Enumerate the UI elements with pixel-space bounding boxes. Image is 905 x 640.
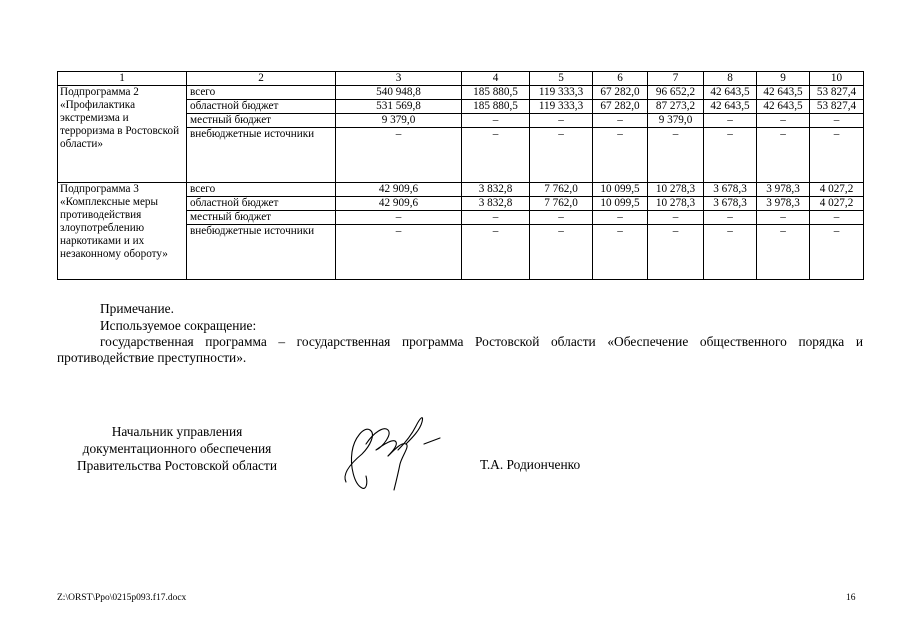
signatory-name: Т.А. Родионченко (480, 457, 581, 472)
position-line: Начальник управления (111, 424, 243, 439)
amount-cell: 540 948,8 (336, 86, 462, 100)
amount-cell: – (530, 211, 593, 225)
page-number: 16 (846, 593, 856, 603)
amount-cell: – (704, 128, 757, 183)
amount-cell: 9 379,0 (336, 114, 462, 128)
amount-cell: – (593, 114, 648, 128)
funding-source: местный бюджет (187, 211, 336, 225)
amount-cell: 10 099,5 (593, 197, 648, 211)
amount-cell: – (810, 128, 864, 183)
note-text: государственная программа – государственная программа Ростовской области «Обеспечение общественного порядка и противодействие преступности». (57, 334, 863, 365)
amount-cell: 42 643,5 (757, 86, 810, 100)
table-row (58, 183, 864, 197)
amount-cell: – (810, 211, 864, 225)
budget-table (57, 71, 864, 280)
amount-cell: – (336, 128, 462, 183)
amount-cell: 53 827,4 (810, 86, 864, 100)
column-header: 5 (530, 72, 593, 86)
amount-cell: 42 909,6 (336, 183, 462, 197)
amount-cell: 531 569,8 (336, 100, 462, 114)
amount-cell: – (462, 225, 530, 280)
amount-cell: 7 762,0 (530, 197, 593, 211)
funding-source: внебюджетные источники (187, 128, 336, 183)
file-path: Z:\ORST\Ppo\0215p093.f17.docx (57, 593, 187, 603)
funding-source: местный бюджет (187, 114, 336, 128)
amount-cell: 7 762,0 (530, 183, 593, 197)
amount-cell: – (336, 225, 462, 280)
amount-cell: – (648, 128, 704, 183)
subprogram-name: Подпрограмма 2 «Профилактика экстремизма и терроризма в Ростовской области» (58, 86, 187, 183)
note-abbreviation-label: Используемое сокращение: (100, 318, 257, 333)
amount-cell: – (530, 128, 593, 183)
signatory-position (57, 423, 297, 474)
amount-cell: 53 827,4 (810, 100, 864, 114)
amount-cell: – (704, 225, 757, 280)
amount-cell: 4 027,2 (810, 183, 864, 197)
column-header: 4 (462, 72, 530, 86)
funding-source: всего (187, 86, 336, 100)
amount-cell: – (757, 225, 810, 280)
amount-cell: – (462, 128, 530, 183)
amount-cell: – (704, 211, 757, 225)
amount-cell: – (810, 225, 864, 280)
position-line: Правительства Ростовской области (76, 458, 278, 473)
amount-cell: 42 643,5 (757, 100, 810, 114)
funding-source: внебюджетные источники (187, 225, 336, 280)
amount-cell: 10 099,5 (593, 183, 648, 197)
amount-cell: 3 978,3 (757, 197, 810, 211)
amount-cell: 3 678,3 (704, 197, 757, 211)
funding-source: областной бюджет (187, 100, 336, 114)
amount-cell: – (648, 211, 704, 225)
amount-cell: 3 978,3 (757, 183, 810, 197)
amount-cell: – (757, 128, 810, 183)
amount-cell: 42 643,5 (704, 100, 757, 114)
amount-cell: – (593, 225, 648, 280)
table-header-row (58, 72, 864, 86)
amount-cell: – (593, 211, 648, 225)
note-title: Примечание. (100, 301, 174, 316)
amount-cell: 185 880,5 (462, 86, 530, 100)
column-header: 1 (58, 72, 187, 86)
amount-cell: – (530, 225, 593, 280)
amount-cell: 119 333,3 (530, 86, 593, 100)
table-row (58, 86, 864, 100)
amount-cell: – (757, 211, 810, 225)
amount-cell: 3 678,3 (704, 183, 757, 197)
amount-cell: 42 909,6 (336, 197, 462, 211)
amount-cell: – (757, 114, 810, 128)
column-header: 8 (704, 72, 757, 86)
amount-cell: 9 379,0 (648, 114, 704, 128)
amount-cell: – (704, 114, 757, 128)
amount-cell: – (530, 114, 593, 128)
column-header: 10 (810, 72, 864, 86)
amount-cell: – (462, 211, 530, 225)
position-line: документационного обеспечения (82, 441, 272, 456)
amount-cell: – (593, 128, 648, 183)
amount-cell: 3 832,8 (462, 183, 530, 197)
funding-source: областной бюджет (187, 197, 336, 211)
amount-cell: 42 643,5 (704, 86, 757, 100)
amount-cell: 3 832,8 (462, 197, 530, 211)
column-header: 7 (648, 72, 704, 86)
amount-cell: – (648, 225, 704, 280)
column-header: 9 (757, 72, 810, 86)
amount-cell: – (462, 114, 530, 128)
amount-cell: 67 282,0 (593, 100, 648, 114)
amount-cell: 119 333,3 (530, 100, 593, 114)
handwritten-signature (340, 404, 450, 494)
amount-cell: 10 278,3 (648, 197, 704, 211)
amount-cell: – (810, 114, 864, 128)
amount-cell: 87 273,2 (648, 100, 704, 114)
amount-cell: 96 652,2 (648, 86, 704, 100)
amount-cell: 185 880,5 (462, 100, 530, 114)
subprogram-name: Подпрограмма 3 «Комплексные меры противодействия злоупотреблению наркотиками и их незаконному обороту» (58, 183, 187, 280)
amount-cell: 67 282,0 (593, 86, 648, 100)
column-header: 6 (593, 72, 648, 86)
column-header: 2 (187, 72, 336, 86)
amount-cell: 4 027,2 (810, 197, 864, 211)
column-header: 3 (336, 72, 462, 86)
funding-source: всего (187, 183, 336, 197)
amount-cell: – (336, 211, 462, 225)
amount-cell: 10 278,3 (648, 183, 704, 197)
